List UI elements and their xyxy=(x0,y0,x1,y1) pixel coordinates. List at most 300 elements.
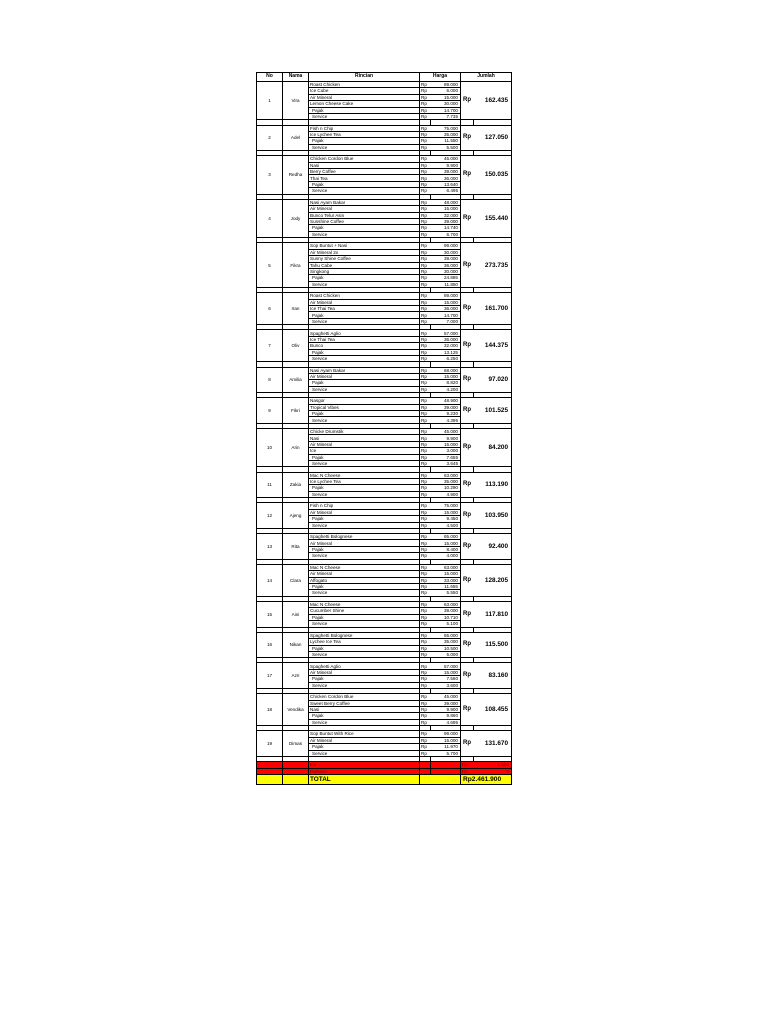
item-name: Service xyxy=(309,188,420,194)
price-currency: Rp xyxy=(420,441,431,447)
extra-charge-label: Parkiran xyxy=(309,768,420,775)
price-currency: Rp xyxy=(420,293,431,299)
item-name: Pajak xyxy=(309,138,420,144)
customer-total: 117.810 xyxy=(474,601,512,627)
item-name: Air Mineral xyxy=(309,540,420,546)
price-currency: Rp xyxy=(420,373,431,379)
item-name: Mac N Cheese xyxy=(309,601,420,607)
price-currency: Rp xyxy=(420,113,431,119)
price-currency: Rp xyxy=(420,682,431,688)
item-name: Pajak xyxy=(309,275,420,281)
item-name: Pajak xyxy=(309,411,420,417)
item-name: Pajak xyxy=(309,380,420,386)
total-currency: Rp xyxy=(461,472,474,498)
customer-name: Rita xyxy=(283,534,309,560)
item-name: Service xyxy=(309,386,420,392)
empty-cell xyxy=(257,768,283,775)
total-currency: Rp xyxy=(461,330,474,362)
item-name: Affogato xyxy=(309,577,420,583)
customer-name: Redha xyxy=(283,156,309,194)
item-price: 99.000 xyxy=(431,243,461,249)
item-name: Sop Buntut With Rice xyxy=(309,731,420,737)
item-name: Pajak xyxy=(309,485,420,491)
customer-total: 83.160 xyxy=(474,663,512,689)
price-currency: Rp xyxy=(420,534,431,540)
price-currency: Rp xyxy=(420,188,431,194)
price-currency: Rp xyxy=(420,516,431,522)
price-currency: Rp xyxy=(420,577,431,583)
price-currency: Rp xyxy=(420,318,431,324)
item-name: Roast Chicken xyxy=(309,82,420,88)
price-currency: Rp xyxy=(420,485,431,491)
item-price: 45.000 xyxy=(431,694,461,700)
item-name: Bunco Telur Asin xyxy=(309,212,420,218)
price-currency: Rp xyxy=(420,461,431,467)
total-currency: Rp xyxy=(461,632,474,658)
item-name: Pajak xyxy=(309,181,420,187)
total-currency: Rp xyxy=(461,367,474,393)
item-name: Service xyxy=(309,590,420,596)
header-rincian: Rincian xyxy=(309,73,420,82)
item-price: 9.900 xyxy=(431,162,461,168)
item-price: 15.000 xyxy=(431,737,461,743)
item-price: 5.000 xyxy=(431,651,461,657)
price-currency: Rp xyxy=(420,645,431,651)
customer-name: Fikri xyxy=(283,398,309,424)
row-number: 16 xyxy=(257,632,283,658)
item-name: Service xyxy=(309,750,420,756)
item-price: 63.000 xyxy=(431,472,461,478)
total-currency: Rp xyxy=(461,564,474,596)
total-currency: Rp xyxy=(461,125,474,151)
customer-name: Nikan xyxy=(283,632,309,658)
item-name: Service xyxy=(309,281,420,287)
item-price: 5.550 xyxy=(431,590,461,596)
item-name: Air Mineral 2x xyxy=(309,249,420,255)
item-price: 35.000 xyxy=(431,131,461,137)
customer-total: 113.190 xyxy=(474,472,512,498)
item-price: 15.000 xyxy=(431,206,461,212)
item-name: Pajak xyxy=(309,584,420,590)
item-price: 75.000 xyxy=(431,503,461,509)
item-price: 63.000 xyxy=(431,564,461,570)
price-currency: Rp xyxy=(420,306,431,312)
item-price: 11.550 xyxy=(431,138,461,144)
customer-total: 97.020 xyxy=(474,367,512,393)
item-name: Pajak xyxy=(309,614,420,620)
item-name: Pajak xyxy=(309,676,420,682)
item-price: 99.000 xyxy=(431,731,461,737)
item-name: Nasi xyxy=(309,707,420,713)
item-name: Air Mineral xyxy=(309,509,420,515)
item-name: Fish n Chip xyxy=(309,125,420,131)
price-currency: Rp xyxy=(420,429,431,435)
item-price: 65.000 xyxy=(431,534,461,540)
price-currency: Rp xyxy=(420,571,431,577)
item-price: 30.000 xyxy=(431,249,461,255)
item-price: 14.700 xyxy=(431,107,461,113)
item-price: 5.100 xyxy=(431,621,461,627)
item-price: 39.000 xyxy=(431,256,461,262)
customer-name: Vira xyxy=(283,82,309,120)
item-name: Spaghetti Aglio xyxy=(309,330,420,336)
item-price: 39.000 xyxy=(431,169,461,175)
item-price: 9.230 xyxy=(431,411,461,417)
item-price: 4.500 xyxy=(431,522,461,528)
item-name: Ice Cube xyxy=(309,88,420,94)
item-price: 10.290 xyxy=(431,485,461,491)
item-name: Air Mineral xyxy=(309,373,420,379)
grand-total-label: TOTAL xyxy=(309,775,420,785)
item-name: Service xyxy=(309,522,420,528)
empty-cell xyxy=(420,768,431,775)
item-name: Service xyxy=(309,461,420,467)
empty-cell xyxy=(257,775,283,785)
row-number: 11 xyxy=(257,472,283,498)
price-currency: Rp xyxy=(420,156,431,162)
empty-cell xyxy=(420,775,461,785)
item-name: Mac N Cheese xyxy=(309,472,420,478)
price-currency: Rp xyxy=(420,472,431,478)
price-currency: Rp xyxy=(420,448,431,454)
item-price: 11.655 xyxy=(431,584,461,590)
item-price: 57.000 xyxy=(431,663,461,669)
item-name: Nasi xyxy=(309,162,420,168)
price-currency: Rp xyxy=(420,509,431,515)
customer-total: 150.035 xyxy=(474,156,512,194)
price-currency: Rp xyxy=(420,355,431,361)
item-price: 9.900 xyxy=(431,435,461,441)
price-currency: Rp xyxy=(420,88,431,94)
row-number: 5 xyxy=(257,243,283,288)
item-price: 10.710 xyxy=(431,614,461,620)
item-price: 9.860 xyxy=(431,713,461,719)
customer-total: 103.950 xyxy=(474,503,512,529)
row-number: 10 xyxy=(257,429,283,467)
extra-charge-row xyxy=(257,768,512,775)
item-price: 35.000 xyxy=(431,639,461,645)
price-currency: Rp xyxy=(420,584,431,590)
customer-total: 101.525 xyxy=(474,398,512,424)
item-name: Service xyxy=(309,719,420,725)
empty-cell xyxy=(283,762,309,769)
price-currency: Rp xyxy=(420,411,431,417)
total-currency: Rp xyxy=(461,731,474,757)
item-name: Service xyxy=(309,355,420,361)
item-name: Pajak xyxy=(309,312,420,318)
customer-name: Iran xyxy=(283,293,309,325)
price-currency: Rp xyxy=(420,590,431,596)
item-name: Service xyxy=(309,231,420,237)
extra-charge-label: Ice xyxy=(309,762,420,769)
row-number: 6 xyxy=(257,293,283,325)
price-currency: Rp xyxy=(420,218,431,224)
item-name: Air Mineral xyxy=(309,571,420,577)
item-name: Service xyxy=(309,553,420,559)
item-price: 39.000 xyxy=(431,608,461,614)
item-name: Air Mineral xyxy=(309,206,420,212)
extra-charge-row xyxy=(257,762,512,769)
item-name: Air Mineral xyxy=(309,299,420,305)
item-price: 5.500 xyxy=(431,144,461,150)
item-price: 3.000 xyxy=(431,448,461,454)
price-currency: Rp xyxy=(420,131,431,137)
customer-name: Zakia xyxy=(283,472,309,498)
customer-total: 144.375 xyxy=(474,330,512,362)
price-currency: Rp xyxy=(420,614,431,620)
price-currency: Rp xyxy=(420,107,431,113)
item-price: 6.000 xyxy=(431,88,461,94)
item-price: 32.000 xyxy=(431,212,461,218)
row-number: 17 xyxy=(257,663,283,689)
empty-cell xyxy=(283,768,309,775)
item-price: 75.000 xyxy=(431,125,461,131)
empty-cell xyxy=(257,762,283,769)
item-name: Cucumber Shine xyxy=(309,608,420,614)
item-price: 7.735 xyxy=(431,113,461,119)
item-name: Tropical Vibes xyxy=(309,404,420,410)
price-currency: Rp xyxy=(420,125,431,131)
item-name: Service xyxy=(309,682,420,688)
item-name: Air Mineral xyxy=(309,441,420,447)
item-name: Sop Buntut + Nasi xyxy=(309,243,420,249)
row-number: 19 xyxy=(257,731,283,757)
price-currency: Rp xyxy=(420,707,431,713)
item-name: Lychee Ice Tea xyxy=(309,639,420,645)
item-name: Air Mineral xyxy=(309,94,420,100)
price-currency: Rp xyxy=(420,268,431,274)
customer-name: Oliv xyxy=(283,330,309,362)
item-price: 6.250 xyxy=(431,355,461,361)
row-number: 9 xyxy=(257,398,283,424)
item-name: Pajak xyxy=(309,713,420,719)
item-name: Pajak xyxy=(309,349,420,355)
total-currency: Rp xyxy=(461,663,474,689)
item-name: Ice Thai Tea xyxy=(309,306,420,312)
item-name: Singkong xyxy=(309,268,420,274)
price-currency: Rp xyxy=(420,101,431,107)
receipt-spreadsheet xyxy=(256,72,511,785)
item-price: 36.000 xyxy=(431,175,461,181)
extra-charge-value: 0 xyxy=(474,768,512,775)
price-currency: Rp xyxy=(420,330,431,336)
header-harga: Harga xyxy=(420,73,461,82)
item-price: 15.000 xyxy=(431,299,461,305)
item-name: Pajak xyxy=(309,645,420,651)
item-price: 39.000 xyxy=(431,218,461,224)
header-no: No xyxy=(257,73,283,82)
customer-name: Adel xyxy=(283,125,309,151)
item-name: Ice xyxy=(309,448,420,454)
price-currency: Rp xyxy=(420,162,431,168)
item-name: Spaghetti Bolognese xyxy=(309,632,420,638)
empty-cell xyxy=(420,762,431,769)
item-name: Nasi Ayam Bakar xyxy=(309,199,420,205)
item-name: Fish n Chip xyxy=(309,503,420,509)
price-currency: Rp xyxy=(420,744,431,750)
item-name: Air Mineral xyxy=(309,737,420,743)
item-price: 9.900 xyxy=(431,707,461,713)
price-currency: Rp xyxy=(420,503,431,509)
customer-name: Amilia xyxy=(283,367,309,393)
grand-total-value: Rp2.461.900 xyxy=(461,775,512,785)
price-currency: Rp xyxy=(420,651,431,657)
item-name: Service xyxy=(309,144,420,150)
customer-total: 84.200 xyxy=(474,429,512,467)
item-price: 45.000 xyxy=(431,429,461,435)
price-currency: Rp xyxy=(420,478,431,484)
row-number: 3 xyxy=(257,156,283,194)
item-price: 7.655 xyxy=(431,454,461,460)
item-name: Air Mineral xyxy=(309,669,420,675)
customer-name: Fikra xyxy=(283,243,309,288)
price-currency: Rp xyxy=(420,336,431,342)
row-number: 7 xyxy=(257,330,283,362)
price-currency: Rp xyxy=(420,299,431,305)
row-number: 14 xyxy=(257,564,283,596)
row-number: 2 xyxy=(257,125,283,151)
customer-name: Aini xyxy=(283,601,309,627)
customer-name: Clara xyxy=(283,564,309,596)
item-price: 39.000 xyxy=(431,404,461,410)
item-price: 4.900 xyxy=(431,491,461,497)
price-currency: Rp xyxy=(420,608,431,614)
price-currency: Rp xyxy=(420,94,431,100)
table-body xyxy=(257,82,512,785)
price-currency: Rp xyxy=(420,663,431,669)
price-currency: Rp xyxy=(420,713,431,719)
extra-charge-currency: Rp xyxy=(461,762,474,769)
price-currency: Rp xyxy=(420,243,431,249)
customer-total: 127.050 xyxy=(474,125,512,151)
price-currency: Rp xyxy=(420,144,431,150)
price-currency: Rp xyxy=(420,564,431,570)
customer-name: Arin xyxy=(283,429,309,467)
price-currency: Rp xyxy=(420,750,431,756)
item-name: Sunny Shine Coffee xyxy=(309,256,420,262)
price-currency: Rp xyxy=(420,676,431,682)
item-name: Service xyxy=(309,491,420,497)
item-price: 68.000 xyxy=(431,367,461,373)
price-currency: Rp xyxy=(420,380,431,386)
price-currency: Rp xyxy=(420,386,431,392)
customer-total: 92.400 xyxy=(474,534,512,560)
item-price: 15.000 xyxy=(431,509,461,515)
item-name: Chicken Cordon Blue xyxy=(309,156,420,162)
item-price: 39.000 xyxy=(431,700,461,706)
empty-cell xyxy=(283,775,309,785)
total-currency: Rp xyxy=(461,293,474,325)
price-currency: Rp xyxy=(420,349,431,355)
item-name: Nasgor xyxy=(309,398,420,404)
price-currency: Rp xyxy=(420,731,431,737)
customer-name: Ajeng xyxy=(283,503,309,529)
item-price: 15.000 xyxy=(431,669,461,675)
total-currency: Rp xyxy=(461,534,474,560)
item-price: 4.695 xyxy=(431,719,461,725)
price-currency: Rp xyxy=(420,540,431,546)
item-name: Pajak xyxy=(309,225,420,231)
extra-charge-value: 1.500 xyxy=(474,762,512,769)
item-price: 8.400 xyxy=(431,546,461,552)
item-name: Lemon Cheese Cake xyxy=(309,101,420,107)
total-currency: Rp xyxy=(461,82,474,120)
item-name: Spaghetti Bolognese xyxy=(309,534,420,540)
row-number: 18 xyxy=(257,694,283,726)
customer-name: Dimas xyxy=(283,731,309,757)
item-price: 13.125 xyxy=(431,349,461,355)
price-currency: Rp xyxy=(420,262,431,268)
item-name: Berry Coffee xyxy=(309,169,420,175)
price-currency: Rp xyxy=(420,546,431,552)
price-currency: Rp xyxy=(420,694,431,700)
item-price: 35.000 xyxy=(431,478,461,484)
item-price: 15.000 xyxy=(431,441,461,447)
item-price: 36.000 xyxy=(431,336,461,342)
item-price: 36.000 xyxy=(431,306,461,312)
item-price: 57.000 xyxy=(431,330,461,336)
price-currency: Rp xyxy=(420,281,431,287)
price-currency: Rp xyxy=(420,435,431,441)
item-price: 24.885 xyxy=(431,275,461,281)
item-name: Pajak xyxy=(309,454,420,460)
item-price: 4.395 xyxy=(431,417,461,423)
customer-total: 131.670 xyxy=(474,731,512,757)
item-name: Sweet Berry Coffee xyxy=(309,700,420,706)
empty-cell xyxy=(431,762,461,769)
price-currency: Rp xyxy=(420,343,431,349)
item-price: 30.000 xyxy=(431,101,461,107)
item-name: Service xyxy=(309,621,420,627)
item-price: 3.600 xyxy=(431,682,461,688)
total-currency: Rp xyxy=(461,429,474,467)
price-currency: Rp xyxy=(420,398,431,404)
item-name: Spaghetti Aglio xyxy=(309,663,420,669)
item-price: 45.000 xyxy=(431,156,461,162)
item-name: Pajak xyxy=(309,516,420,522)
item-price: 15.000 xyxy=(431,94,461,100)
header-row xyxy=(257,73,512,82)
price-currency: Rp xyxy=(420,249,431,255)
empty-cell xyxy=(431,768,461,775)
item-price: 63.000 xyxy=(431,601,461,607)
item-name: Service xyxy=(309,318,420,324)
price-currency: Rp xyxy=(420,491,431,497)
item-price: 15.000 xyxy=(431,373,461,379)
price-currency: Rp xyxy=(420,199,431,205)
item-price: 13.640 xyxy=(431,181,461,187)
item-price: 15.000 xyxy=(431,571,461,577)
customer-name: Azri xyxy=(283,663,309,689)
price-currency: Rp xyxy=(420,417,431,423)
price-currency: Rp xyxy=(420,225,431,231)
price-currency: Rp xyxy=(420,737,431,743)
item-price: 6.700 xyxy=(431,231,461,237)
price-currency: Rp xyxy=(420,275,431,281)
item-name: Nasi Ayam Bakar xyxy=(309,367,420,373)
item-price: 48.000 xyxy=(431,199,461,205)
bill-table xyxy=(256,72,512,785)
item-price: 4.200 xyxy=(431,386,461,392)
item-price: 15.000 xyxy=(431,540,461,546)
price-currency: Rp xyxy=(420,175,431,181)
item-price: 6.495 xyxy=(431,188,461,194)
item-name: Chicken Cordon Blue xyxy=(309,694,420,700)
item-price: 5.700 xyxy=(431,750,461,756)
item-name: Pajak xyxy=(309,107,420,113)
price-currency: Rp xyxy=(420,639,431,645)
total-currency: Rp xyxy=(461,156,474,194)
